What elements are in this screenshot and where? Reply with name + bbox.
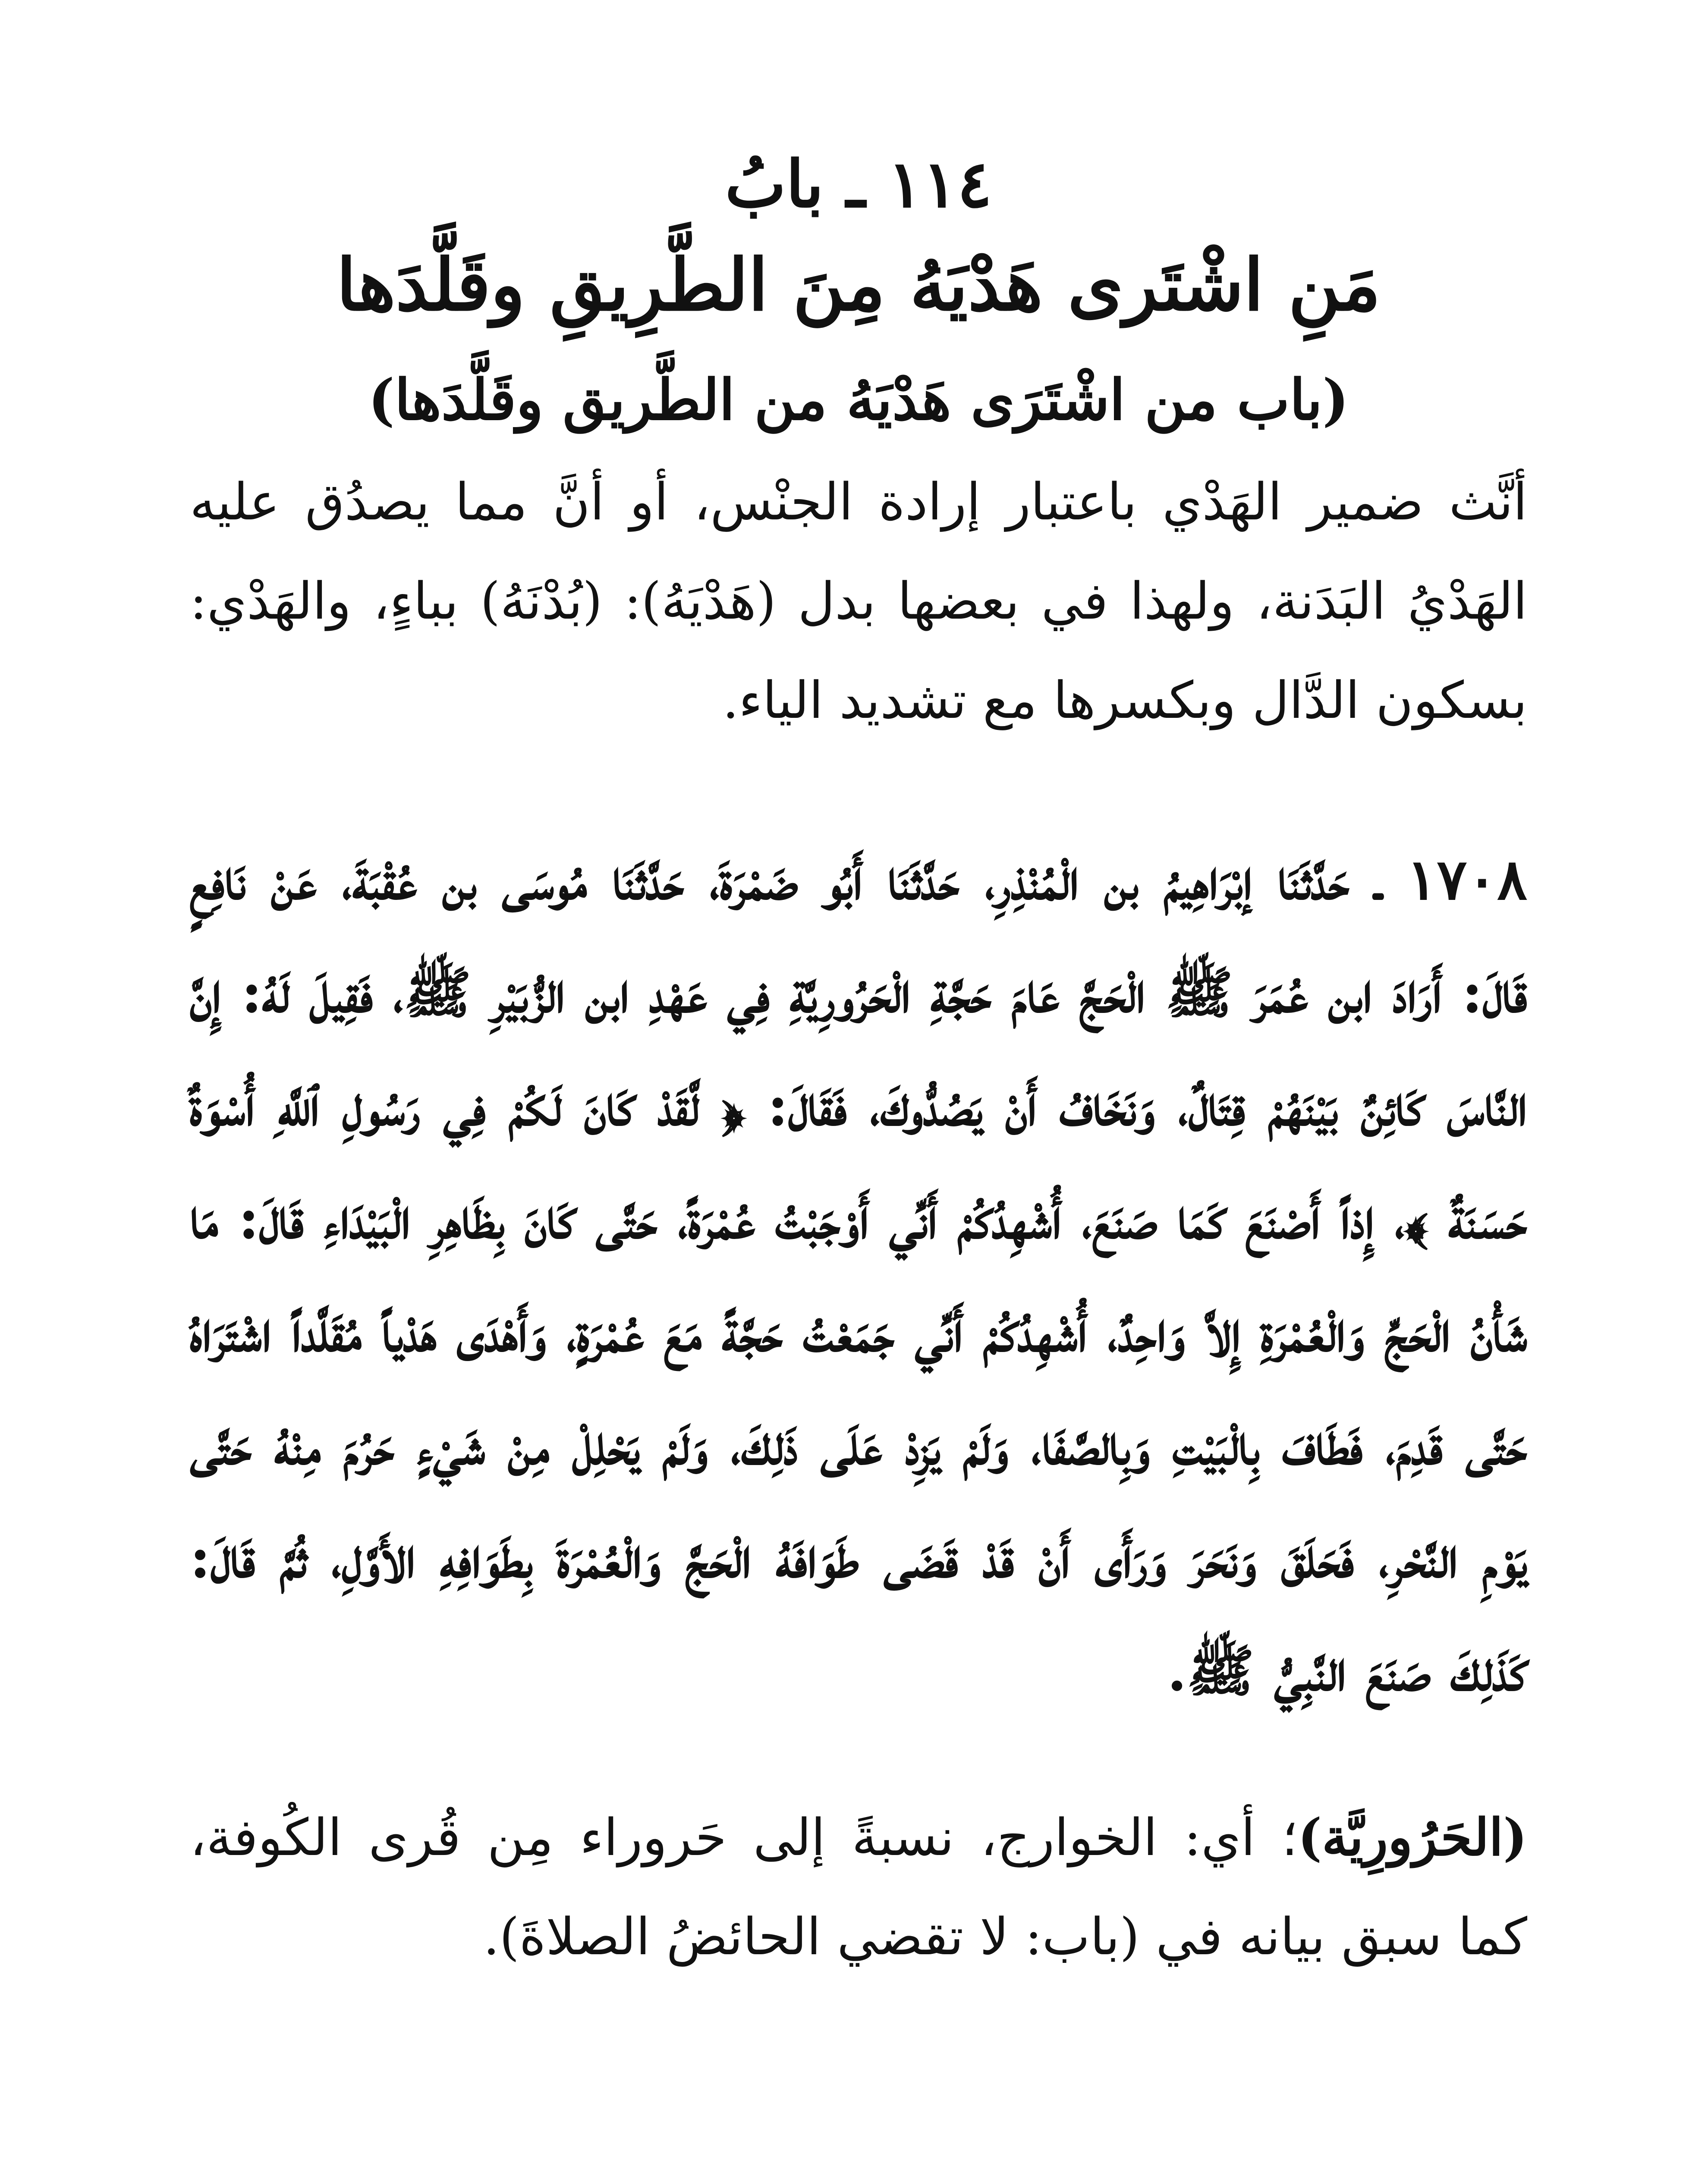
commentary-heading: (باب من اشْتَرَى هَدْيَهُ من الطَّريق وقَلَّدَها) xyxy=(368,367,1349,433)
chapter-number-label: ١١٤ ـ بابُ xyxy=(725,146,992,222)
commentary-paragraph: أنَّث ضمير الهَدْي باعتبار إرادة الجنْس، أو أنَّ مما يصدُق عليه الهَدْيُ البَدَنة، ولهذا في بعضها بدل (هَدْيَهُ): (بُدْنَهُ) بباءٍ، والهَدْي: بسكون الدَّال وبكسرها مع تشديد الياء. xyxy=(190,472,1527,730)
hadith-text-part2: ، إِذاً أَصْنَعَ كَمَا صَنَعَ، أُشْهِدُكُمْ أَنِّي أَوْجَبْتُ عُمْرَةً، حَتَّى كَانَ بِظَاهِرِ الْبَيْدَاءِ قَالَ: مَا شَأْنُ الْحَجِّ وَالْعُمْرَةِ إِلاَّ وَاحِدٌ، أُشْهِدُكُمْ أَنِّي جَمَعْتُ حَجَّةً مَعَ عُمْرَةٍ، وَأَهْدَى هَدْياً مُقَلَّداً اشْتَرَاهُ حَتَّى قَدِمَ، فَطَافَ بِالْبَيْتِ وَبِالصَّفَا، وَلَمْ يَزِدْ عَلَى ذَلِكَ، وَلَمْ يَحْلِلْ مِنْ شَيْءٍ حَرُمَ مِنْهُ حَتَّى يَوْمِ النَّحْرِ، فَحَلَقَ وَنَحَرَ وَرَأَى أَنْ قَدْ قَضَى طَوَافَهُ الْحَجَّ وَالْعُمْرَةَ بِطَوَافِهِ الأَوَّلِ، ثُمَّ قَالَ: كَذَلِكَ صَنَعَ النَّبِيُّ ﷺ. xyxy=(190,1185,1527,1704)
page-content xyxy=(190,142,1527,1986)
quran-verse: ﴿ لَّقَدْ كَانَ لَكُمْ فِي رَسُولِ ٱللَّهِ أُسْوَةٌ حَسَنَةٌ ﴾ xyxy=(190,1072,1527,1251)
footnote-text: ؛ أي: الخوارج، نسبةً إلى حَروراء مِن قُرى الكُوفة، كما سبق بيانه في (باب: لا تقضي الحائضُ الصلاةَ). xyxy=(190,1808,1527,1966)
hadith-block xyxy=(190,823,1527,1727)
footnote-block xyxy=(190,1788,1527,1986)
hadith-paragraph xyxy=(190,823,1527,1727)
hadith-number: ١٧٠٨ xyxy=(1406,846,1527,912)
chapter-title: مَنِ اشْتَرى هَدْيَهُ مِنَ الطَّرِيقِ وقَلَّدَها xyxy=(336,243,1381,327)
footnote-paragraph xyxy=(190,1788,1527,1986)
hadith-text-part1: ـ حَدَّثَنَا إبْرَاهِيمُ بن الْمُنْذِرِ، حَدَّثَنَا أَبُو ضَمْرَةَ، حَدَّثَنَا مُوسَى بن عُقْبَةَ، عَنْ نَافِعٍ قَالَ: أَرَادَ ابن عُمَرَ ﷺ الْحَجَّ عَامَ حَجَّةِ الْحَرُورِيَّةِ فِي عَهْدِ ابن الزُّبَيْرِ ﷺ، فَقِيلَ لَهُ: إِنَّ النَّاسَ كَائِنٌ بَيْنَهُمْ قِتَالٌ، وَنَخَافُ أَنْ يَصُدُّوكَ، فَقَالَ: xyxy=(190,846,1527,1138)
footnote-term: (الحَرُورِيَّة) xyxy=(1298,1807,1527,1867)
